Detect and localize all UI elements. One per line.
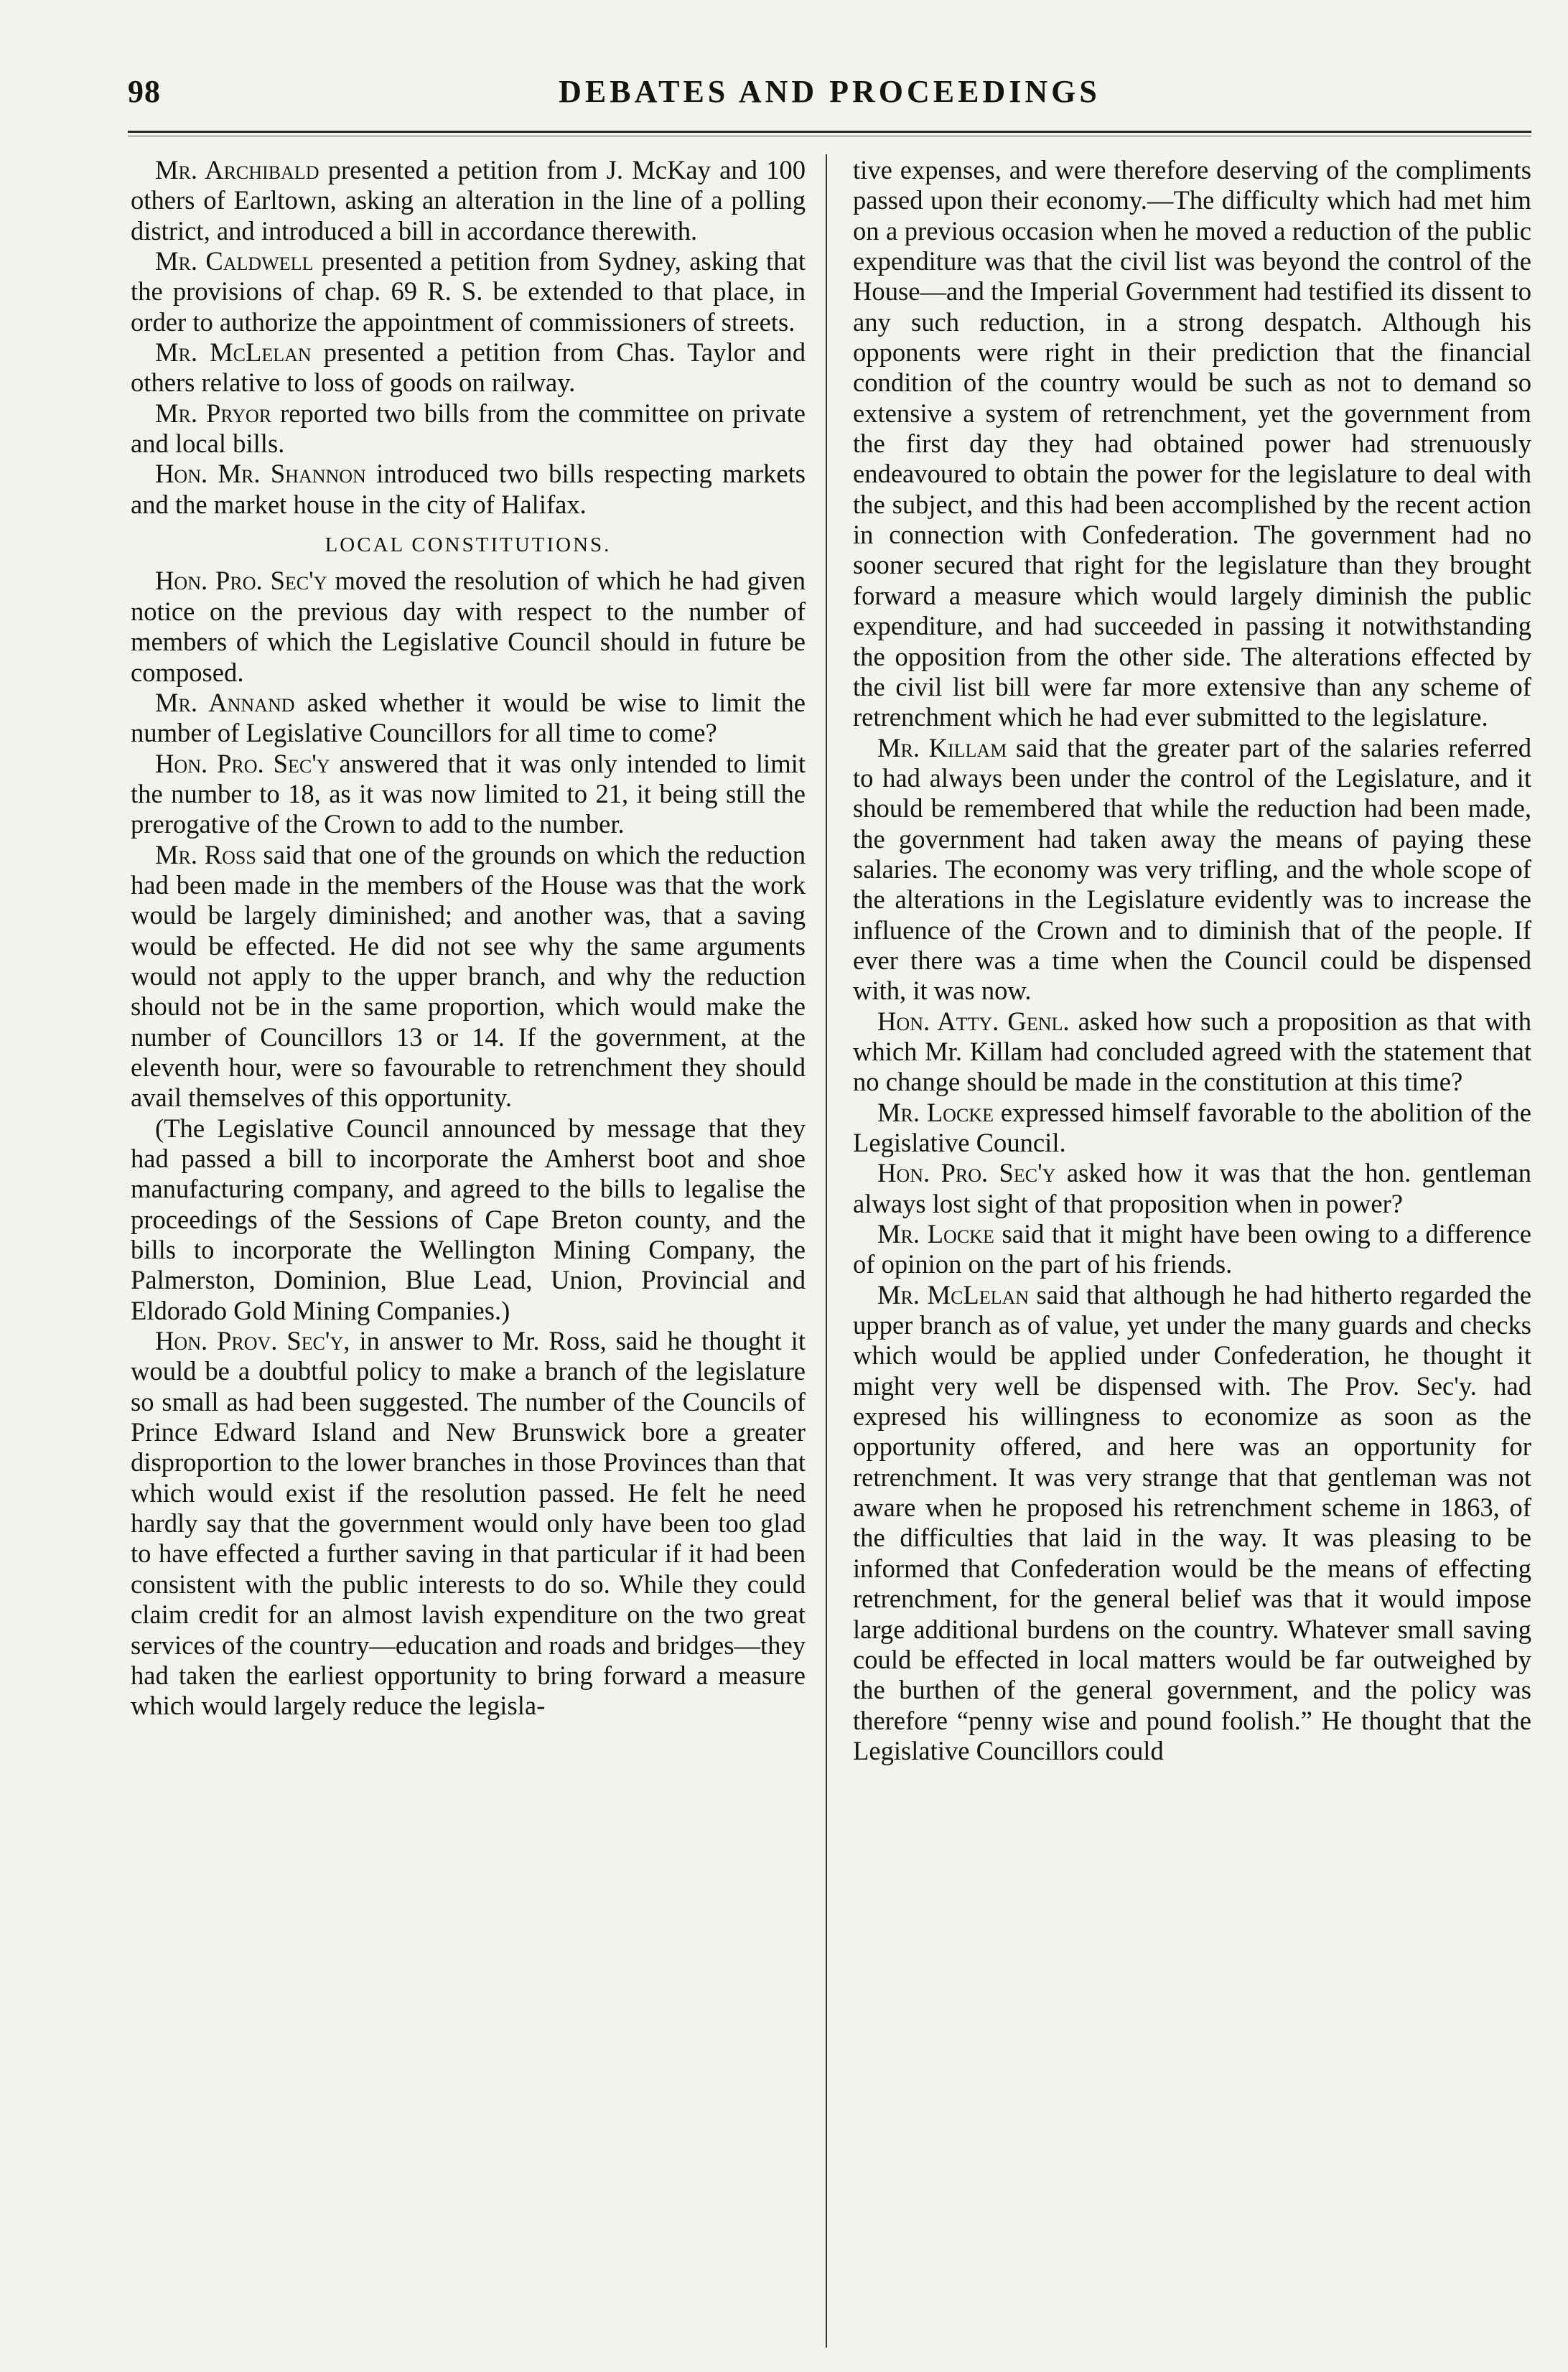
speaker-name: Hon. Pro. Sec'y [155,748,330,778]
speaker-name: Mr. Ross [155,839,256,869]
paragraph-text: said that although he had hitherto regarded the upper branch as of value, yet under the many guards and checks which would be applied under Confederation, he thought it might very well be dispensed with. The Prov. Sec'y. had expresed his willingness to economize as soon as the opportunity offered, and here was an opportunity for retrenchment. It was very strange that that gentleman was not aware when he proposed his retrenchment scheme in 1863, of the difficulties that laid in the way. It was pleasing to be informed that Confederation would be the means of effecting retrenchment, for the general belief was that it would impose large additional burdens on the country. Whatever small saving could be effected in local matters would be far outweighed by the burthen of the general government, and the policy was therefore “penny wise and pound foolish.” He thought that the Legislative Councillors could [853,1279,1531,1765]
paragraph-text: tive expenses, and were therefore deserving of the compliments passed upon their economy.—The difficulty which had met him on a previous occasion when he moved a reduction of the public expenditure was that the civil list was beyond the control of the House—and the Imperial Government had testified its dissent to any such reduction, in a strong despatch. Although his opponents were right in their prediction that the financial condition of the country would be such as not to demand so extensive a system of retrenchment, yet the government from the first day they had obtained power had strenuously endeavoured to obtain the power for the legislature to deal with the subject, and this had been accomplished by the recent action in connection with Confederation. The government had no sooner secured that right for the legislature than they brought forward a measure which would largely diminish the public expenditure, and had succeeded in passing it notwithstanding the opposition from the other side. The alterations effected by the civil list bill were far more extensive than any scheme of retrenchment which he had ever submitted to the legislature. [853,155,1531,732]
speaker-name: Hon. Pro. Sec'y [155,566,327,596]
paragraph-text: introduced two bills respecting markets and the market house in the city of Halifax. [131,459,806,519]
paragraph [131,337,806,398]
paragraph [853,733,1531,1007]
paragraph-text: moved the resolution of which he had given notice on the previous day with respect to the number of members of which the Legislative Council should in future be composed. [131,566,806,687]
paragraph [853,1007,1531,1098]
header-rule [128,131,1531,133]
paragraph [131,566,806,687]
paragraph [131,1326,806,1721]
page-number: 98 [128,74,161,109]
speaker-name: Hon. Mr. Shannon [155,459,366,489]
paragraph [131,688,806,749]
paragraph [853,1219,1531,1280]
paragraph [131,155,806,246]
left-column [131,155,806,1722]
running-title: DEBATES AND PROCEEDINGS [559,74,1101,109]
paragraph-text: (The Legislative Council announced by message that they had passed a bill to incorporate the Amherst boot and shoe manufacturing company, and agreed to the bills to legalise the proceedings of the Sessions of Cape Breton county, and the bills to incorporate the Wellington Mining Company, the Palmerston, Dominion, Blue Lead, Union, Provincial and Eldorado Gold Mining Companies.) [131,1113,806,1325]
paragraph-text: presented a petition from Chas. Taylor and others relative to loss of goods on railway. [131,337,806,398]
paragraph-text: presented a petition from Sydney, asking that the provisions of chap. 69 R. S. be extended to that place, in order to authorize the appointment of commissioners of streets. [131,246,806,337]
paragraph [853,1158,1531,1219]
speaker-name: Hon. Prov. Sec'y [155,1326,344,1356]
speaker-name: Mr. Caldwell [155,246,314,276]
speaker-name: Mr. McLelan [155,337,312,368]
speaker-name: Mr. Killam [877,732,1007,762]
paragraph-text: answered that it was only intended to limit the number to 18, as it was now limited to 21, it being still the prerogative of the Crown to add to the number. [131,748,806,839]
speaker-name: Mr. Pryor [155,398,272,428]
section-heading: LOCAL CONSTITUTIONS. [325,533,612,557]
paragraph-text: said that one of the grounds on which the reduction had been made in the members of the House was that the work would be largely diminished; and another was, that a saving would be effected. He did not see why the same arguments would not apply to the upper branch, and why the reduction should not be in the same proportion, which would make the number of Councillors 13 or 14. If the government, at the eleventh hour, were so favourable to retrenchment they should avail themselves of this opportunity. [131,839,806,1113]
paragraph-text: asked how it was that the hon. gentleman always lost sight of that proposition when in power? [853,1158,1531,1218]
paragraph [853,155,1531,733]
speaker-name: Hon. Pro. Sec'y [877,1158,1056,1188]
speaker-name: Mr. Archibald [155,155,319,185]
right-column [853,155,1531,1766]
paragraph [853,1280,1531,1767]
speaker-name: Hon. Atty. Genl. [877,1006,1070,1036]
speaker-name: Mr. Annand [155,687,295,717]
paragraph [131,1113,806,1326]
paragraph-text: expressed himself favorable to the abolition of the Legislative Council. [853,1097,1531,1157]
paragraph [131,398,806,459]
paragraph-text: asked how such a proposition as that with which Mr. Killam had concluded agreed with the statement that no change should be made in the constitution at this time? [853,1006,1531,1097]
paragraph-text: , in answer to Mr. Ross, said he thought it would be a doubtful policy to make a branch of the legislature so small as had been suggested. The number of the Councils of Prince Edward Island and New Brunswick bore a greater disproportion to the lower branches in those Provinces than that which would exist if the resolution passed. He felt he need hardly say that the government would only have been too glad to have effected a further saving in that particular if it had been consistent with the public interests to do so. While they could claim credit for an almost lavish expenditure on the two great services of the country—education and roads and bridges—they had taken the earliest opportunity to bring forward a measure which would largely reduce the legisla- [131,1326,806,1721]
paragraph-text: said that the greater part of the salaries referred to had always been under the control of the Legislature, and it should be remembered that while the reduction had been made, the government had taken away the means of paying these salaries. The economy was very trifling, and the whole scope of the alterations in the Legislature evidently was to increase the influence of the Crown and to diminish that of the people. If ever there was a time when the Council could be dispensed with, it was now. [853,732,1531,1006]
paragraph [131,459,806,520]
paragraph [853,1098,1531,1159]
paragraph [131,840,806,1113]
speaker-name: Mr. Locke [877,1219,994,1249]
paragraph-text: reported two bills from the committee on private and local bills. [131,398,806,459]
paragraph [131,749,806,840]
paragraph [131,246,806,337]
column-divider [826,154,827,2348]
speaker-name: Mr. Locke [877,1097,994,1127]
speaker-name: Mr. McLelan [877,1279,1030,1309]
paragraph-text: asked whether it would be wise to limit the number of Legislative Councillors for all time to come? [131,687,806,748]
paragraph-text: said that it might have been owing to a difference of opinion on the part of his friends. [853,1219,1531,1279]
page-header [128,73,1531,116]
paragraph-text: presented a petition from J. McKay and 100 others of Earltown, asking an alteration in the line of a polling district, and introduced a bill in accordance therewith. [131,155,806,246]
